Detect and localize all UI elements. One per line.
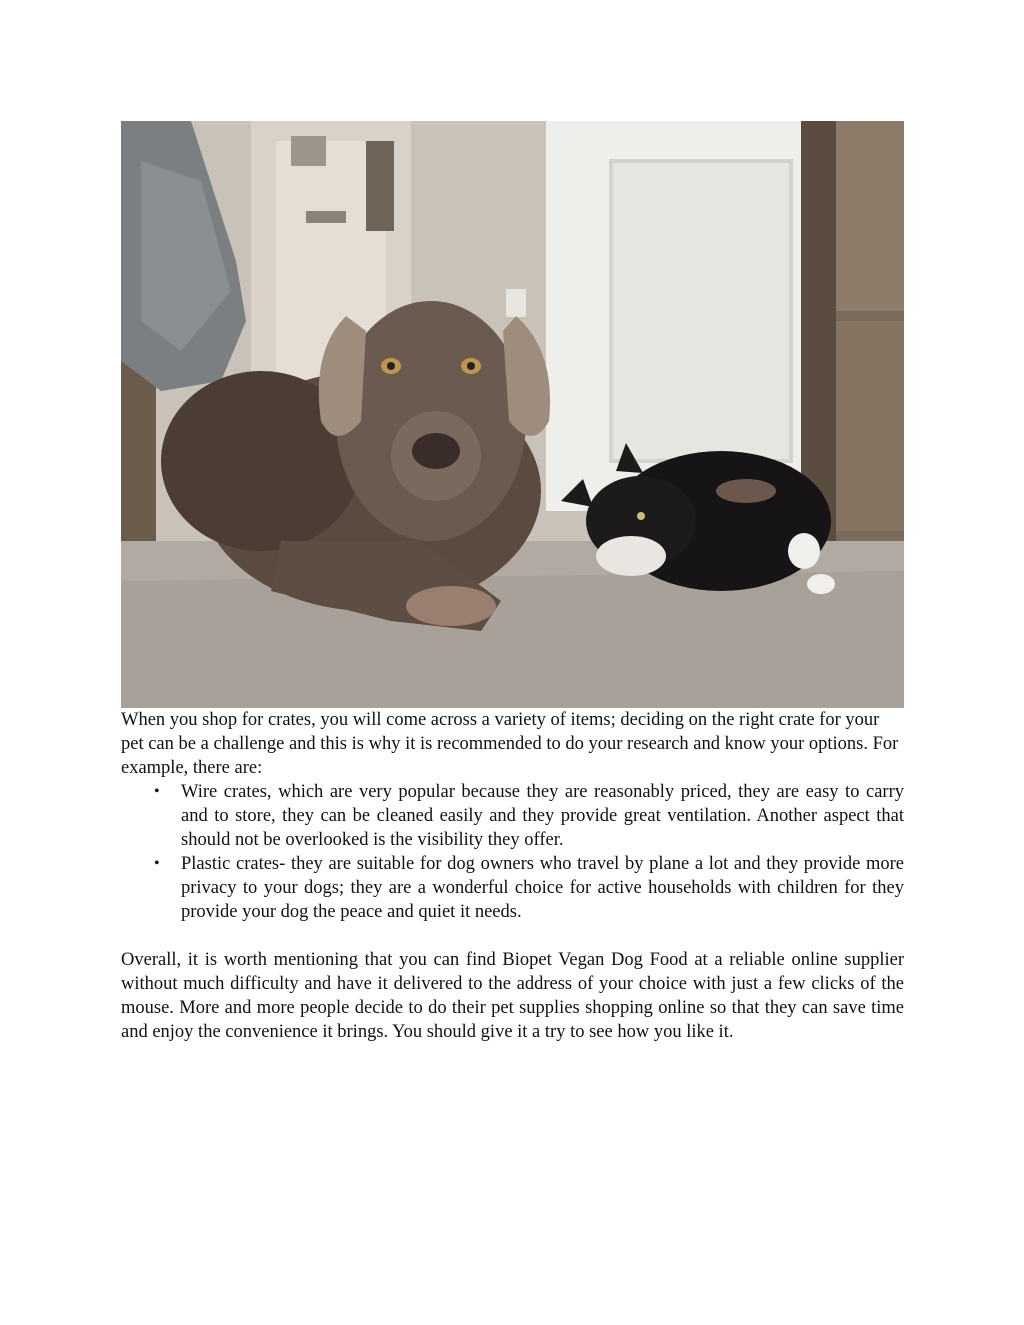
- list-item-text: Wire crates, which are very popular because they are reasonably priced, they are easy to carry and to store, they can be cleaned easily and they provide great ventilation. Another aspect that should not be overlooked is the visibility they offer.: [181, 782, 904, 850]
- list-item-text: Plastic crates- they are suitable for dog owners who travel by plane a lot and they provide more privacy to your dogs; they are a wonderful choice for active households with children for they provide your dog the peace and quiet it needs.: [181, 854, 904, 922]
- bullet-icon: •: [154, 783, 160, 800]
- article-body: [121, 708, 904, 1044]
- intro-paragraph: When you shop for crates, you will come across a variety of items; deciding on the right crate for your pet can be a challenge and this is why it is recommended to do your research and know your options. For example, there are:: [121, 710, 899, 778]
- closing-paragraph: Overall, it is worth mentioning that you can find Biopet Vegan Dog Food at a reliable online supplier without much difficulty and have it delivered to the address of your choice with just a few clicks of the mouse. More and more people decide to do their pet supplies shopping online so that they can save time and enjoy the convenience it brings. You should give it a try to see how you like it.: [121, 950, 904, 1042]
- paragraph-spacer: [121, 924, 904, 948]
- list-item: [121, 780, 904, 852]
- crate-types-list: [121, 780, 904, 924]
- list-item: [121, 852, 904, 924]
- pets-photo-illustration: [121, 121, 904, 708]
- bullet-icon: •: [154, 855, 160, 872]
- pets-photo: [121, 121, 904, 708]
